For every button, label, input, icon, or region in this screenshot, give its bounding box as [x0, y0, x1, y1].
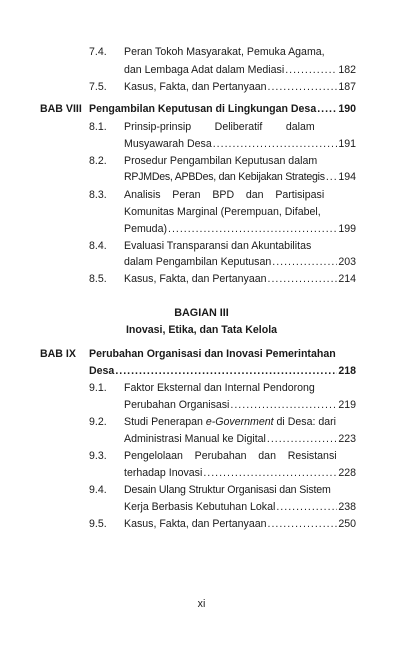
toc-item-number: 8.1.: [89, 121, 107, 133]
toc-item-number: 9.5.: [89, 518, 107, 530]
toc-page-number: 190: [338, 103, 356, 115]
chapter-title: Pengambilan Keputusan di Lingkungan Desa: [89, 103, 317, 115]
toc-item-text: Prosedur Pengambilan Keputusan dalam: [124, 155, 318, 167]
toc-item-text: Perubahan Organisasi: [124, 399, 230, 411]
footer-page-number: xi: [197, 598, 206, 610]
toc-page-number: 228: [338, 467, 356, 479]
toc-entry-7-5[interactable]: [124, 81, 356, 94]
toc-chapter-8[interactable]: [89, 103, 356, 116]
toc-page-number: 218: [338, 365, 356, 377]
toc-item-text: Analisis Peran BPD dan Partisipasi: [124, 189, 325, 201]
toc-entry-8-3[interactable]: [124, 223, 356, 236]
dot-leader: [203, 467, 337, 480]
toc-item-text: dan Lembaga Adat dalam Mediasi: [124, 64, 285, 76]
chapter-title: Perubahan Organisasi dan Inovasi Pemerintahan: [89, 348, 336, 360]
toc-item-text: Pengelolaan Perubahan dan Resistansi: [124, 450, 337, 462]
toc-item-text: Desain Ulang Struktur Organisasi dan Sistem: [124, 484, 331, 496]
chapter-label: BAB VIII: [40, 103, 82, 115]
toc-item-number: 9.1.: [89, 382, 107, 394]
toc-entry-9-5[interactable]: [124, 518, 356, 531]
toc-item-text: Peran Tokoh Masyarakat, Pemuka Agama,: [124, 46, 325, 58]
toc-item-text: Komunitas Marginal (Perempuan, Difabel,: [124, 206, 321, 218]
toc-item-text: Pemuda): [124, 223, 167, 235]
toc-entry-8-5[interactable]: [124, 273, 356, 286]
dot-leader: [276, 501, 337, 514]
toc-item-number: 7.4.: [89, 46, 107, 58]
toc-entry-8-1[interactable]: [124, 138, 356, 151]
dot-leader: [326, 171, 338, 184]
chapter-label: BAB IX: [40, 348, 76, 360]
toc-entry-9-2[interactable]: [124, 433, 356, 446]
dot-leader: [268, 273, 338, 286]
toc-entry-8-2[interactable]: [124, 171, 356, 184]
toc-page-number: 223: [338, 433, 356, 445]
toc-item-text: Kerja Berbasis Kebutuhan Lokal: [124, 501, 276, 513]
toc-page-number: 214: [338, 273, 356, 285]
toc-item-text: Musyawarah Desa: [124, 138, 212, 150]
toc-item-text: Kasus, Fakta, dan Pertanyaan: [124, 273, 267, 285]
toc-entry-9-4[interactable]: [124, 501, 356, 514]
toc-page-number: 203: [338, 256, 356, 268]
toc-page-number: 250: [338, 518, 356, 530]
dot-leader: [230, 399, 337, 412]
toc-item-text: Faktor Eksternal dan Internal Pendorong: [124, 382, 315, 394]
toc-item-number: 9.3.: [89, 450, 107, 462]
dot-leader: [268, 518, 338, 531]
dot-leader: [272, 256, 337, 269]
dot-leader: [115, 365, 337, 378]
toc-item-text: RPJMDes, APBDes, dan Kebijakan Strategis: [124, 171, 325, 183]
dot-leader: [268, 81, 338, 94]
toc-item-number: 8.3.: [89, 189, 107, 201]
toc-item-text-italic: e-Government: [205, 416, 274, 428]
toc-item-number: 9.2.: [89, 416, 107, 428]
toc-entry-8-4[interactable]: [124, 256, 356, 269]
toc-page-number: 238: [338, 501, 356, 513]
toc-page-number: 219: [338, 399, 356, 411]
dot-leader: [213, 138, 338, 151]
toc-item-text: Kasus, Fakta, dan Pertanyaan: [124, 518, 267, 530]
toc-entry-7-4[interactable]: [124, 64, 356, 77]
toc-item-text: Administrasi Manual ke Digital: [124, 433, 266, 445]
toc-page-number: 187: [338, 81, 356, 93]
chapter-title: Desa: [89, 365, 115, 377]
dot-leader: [168, 223, 337, 236]
toc-entry-9-1[interactable]: [124, 399, 356, 412]
toc-item-text: di Desa: dari: [273, 416, 337, 428]
toc-item-text: Kasus, Fakta, dan Pertanyaan: [124, 81, 267, 93]
toc-item-text: Evaluasi Transparansi dan Akuntabilitas: [124, 240, 312, 252]
toc-item-text: Studi Penerapan: [124, 416, 206, 428]
toc-entry-9-3[interactable]: [124, 467, 356, 480]
toc-page-number: 194: [338, 171, 356, 183]
toc-chapter-9[interactable]: [89, 365, 356, 378]
toc-item-number: 7.5.: [89, 81, 107, 93]
toc-item-number: 8.5.: [89, 273, 107, 285]
toc-item-number: 9.4.: [89, 484, 107, 496]
dot-leader: [285, 64, 337, 77]
toc-page-number: 182: [338, 64, 356, 76]
toc-item-text: Prinsip-prinsip Deliberatif dalam: [124, 121, 315, 133]
dot-leader: [317, 103, 337, 116]
toc-item-text: terhadap Inovasi: [124, 467, 203, 479]
dot-leader: [267, 433, 337, 446]
toc-item-number: 8.2.: [89, 155, 107, 167]
toc-page-number: 191: [338, 138, 356, 150]
toc-item-text: dalam Pengambilan Keputusan: [124, 256, 272, 268]
toc-item-number: 8.4.: [89, 240, 107, 252]
toc-page-number: 199: [338, 223, 356, 235]
toc-item-text-line: [124, 416, 356, 429]
part-subtitle: Inovasi, Etika, dan Tata Kelola: [125, 324, 278, 336]
part-heading: BAGIAN III: [174, 307, 229, 319]
